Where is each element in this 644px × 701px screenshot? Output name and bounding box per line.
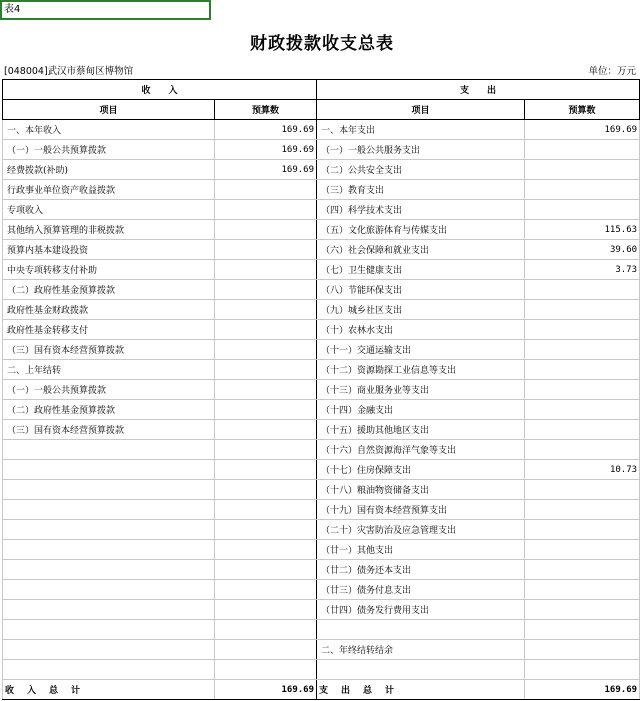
expense-item-cell: （一）一般公共服务支出 — [317, 140, 525, 160]
page-title: 财政拨款收支总表 — [250, 34, 394, 54]
income-budget-cell — [215, 180, 317, 200]
expense-item-cell: （八）节能环保支出 — [317, 280, 525, 300]
income-budget-cell — [215, 240, 317, 260]
expense-budget-cell — [525, 560, 640, 580]
expense-budget-cell — [525, 440, 640, 460]
expense-budget-cell — [525, 360, 640, 380]
income-budget-cell — [215, 640, 317, 660]
expense-item-cell: （十六）自然资源海洋气象等支出 — [317, 440, 525, 460]
income-item-cell: （三）国有资本经营预算拨款 — [3, 420, 215, 440]
income-item-cell — [3, 580, 215, 600]
expense-budget-cell — [525, 320, 640, 340]
section-header-row — [3, 80, 640, 100]
income-item-cell: 行政事业单位资产收益拨款 — [3, 180, 215, 200]
income-item-cell — [3, 660, 215, 680]
income-item-cell — [3, 520, 215, 540]
expense-item-cell: 一、本年支出 — [317, 120, 525, 140]
income-item-cell: （一）一般公共预算拨款 — [3, 140, 215, 160]
income-budget-cell — [215, 560, 317, 580]
expense-item-cell: （二十）灾害防治及应急管理支出 — [317, 520, 525, 540]
income-budget-cell — [215, 320, 317, 340]
expense-budget-cell — [525, 500, 640, 520]
income-budget-cell — [215, 200, 317, 220]
income-budget-cell — [215, 260, 317, 280]
income-budget-cell: 169.69 — [215, 120, 317, 140]
table-row — [3, 360, 640, 380]
table-row — [3, 420, 640, 440]
table-row — [3, 580, 640, 600]
income-budget-cell — [215, 660, 317, 680]
table-row — [3, 200, 640, 220]
expense-item-cell: （廿一）其他支出 — [317, 540, 525, 560]
income-budget-cell — [215, 360, 317, 380]
table-row — [3, 220, 640, 240]
expense-total-value: 169.69 — [525, 680, 640, 700]
expense-total-label: 支 出 总 计 — [317, 680, 525, 700]
expense-item-header: 项目 — [317, 100, 525, 120]
table-row — [3, 540, 640, 560]
income-item-header: 项目 — [3, 100, 215, 120]
expense-section-header: 支 出 — [317, 80, 640, 100]
table-row — [3, 240, 640, 260]
expense-budget-cell — [525, 480, 640, 500]
expense-budget-cell: 3.73 — [525, 260, 640, 280]
table-row — [3, 660, 640, 680]
expense-item-cell: 二、年终结转结余 — [317, 640, 525, 660]
income-item-cell — [3, 540, 215, 560]
income-budget-cell — [215, 400, 317, 420]
expense-budget-cell — [525, 420, 640, 440]
organization-label: [048004]武汉市蔡甸区博物馆 — [4, 66, 134, 77]
income-item-cell: （一）一般公共预算拨款 — [3, 380, 215, 400]
table-row — [3, 120, 640, 140]
income-budget-cell — [215, 280, 317, 300]
expense-item-cell: （十三）商业服务业等支出 — [317, 380, 525, 400]
expense-budget-cell — [525, 520, 640, 540]
expense-budget-cell — [525, 180, 640, 200]
income-item-cell — [3, 500, 215, 520]
expense-budget-cell — [525, 200, 640, 220]
table-row — [3, 460, 640, 480]
income-item-cell: （三）国有资本经营预算拨款 — [3, 340, 215, 360]
income-item-cell — [3, 440, 215, 460]
table-row — [3, 400, 640, 420]
income-budget-cell — [215, 480, 317, 500]
income-item-cell: 一、本年收入 — [3, 120, 215, 140]
expense-item-cell: （廿四）债务发行费用支出 — [317, 600, 525, 620]
income-budget-cell — [215, 460, 317, 480]
income-item-cell: （二）政府性基金预算拨款 — [3, 280, 215, 300]
table-row — [3, 300, 640, 320]
income-total-label: 收 入 总 计 — [3, 680, 215, 700]
expense-item-cell — [317, 660, 525, 680]
expense-budget-cell — [525, 620, 640, 640]
expense-item-cell — [317, 620, 525, 640]
expense-item-cell: （十八）粮油物资储备支出 — [317, 480, 525, 500]
table-row — [3, 320, 640, 340]
income-budget-cell: 169.69 — [215, 160, 317, 180]
table-row — [3, 560, 640, 580]
expense-item-cell: （廿二）债务还本支出 — [317, 560, 525, 580]
expense-item-cell: （二）公共安全支出 — [317, 160, 525, 180]
table-row — [3, 280, 640, 300]
income-budget-cell — [215, 500, 317, 520]
expense-item-cell: （九）城乡社区支出 — [317, 300, 525, 320]
expense-budget-cell — [525, 160, 640, 180]
income-budget-cell — [215, 340, 317, 360]
expense-budget-cell — [525, 380, 640, 400]
income-budget-cell — [215, 580, 317, 600]
expense-budget-cell — [525, 400, 640, 420]
expense-budget-header: 预算数 — [525, 100, 640, 120]
expense-budget-cell: 39.60 — [525, 240, 640, 260]
expense-item-cell: （四）科学技术支出 — [317, 200, 525, 220]
expense-item-cell: （十二）资源勘探工业信息等支出 — [317, 360, 525, 380]
expense-budget-cell: 10.73 — [525, 460, 640, 480]
income-budget-cell — [215, 620, 317, 640]
income-total-value: 169.69 — [215, 680, 317, 700]
income-item-cell: 中央专项转移支付补助 — [3, 260, 215, 280]
income-item-cell — [3, 600, 215, 620]
income-budget-cell — [215, 440, 317, 460]
expense-item-cell: （五）文化旅游体育与传媒支出 — [317, 220, 525, 240]
income-item-cell: 政府性基金财政拨款 — [3, 300, 215, 320]
expense-budget-cell — [525, 640, 640, 660]
unit-label: 单位：万元 — [588, 66, 636, 77]
table-row — [3, 480, 640, 500]
table-row — [3, 640, 640, 660]
expense-budget-cell — [525, 340, 640, 360]
expense-budget-cell: 115.63 — [525, 220, 640, 240]
column-header-row — [3, 100, 640, 120]
table-row — [3, 520, 640, 540]
expense-budget-cell — [525, 660, 640, 680]
expense-item-cell: （十）农林水支出 — [317, 320, 525, 340]
table-row — [3, 380, 640, 400]
income-item-cell — [3, 480, 215, 500]
income-item-cell: 预算内基本建设投资 — [3, 240, 215, 260]
income-item-cell — [3, 640, 215, 660]
income-budget-header: 预算数 — [215, 100, 317, 120]
income-budget-cell: 169.69 — [215, 140, 317, 160]
expense-item-cell: （七）卫生健康支出 — [317, 260, 525, 280]
expense-item-cell: （十七）住房保障支出 — [317, 460, 525, 480]
income-item-cell: 二、上年结转 — [3, 360, 215, 380]
income-item-cell: 经费拨款(补助) — [3, 160, 215, 180]
expense-budget-cell — [525, 300, 640, 320]
table-row — [3, 180, 640, 200]
table-row — [3, 440, 640, 460]
income-item-cell — [3, 460, 215, 480]
income-section-header: 收 入 — [3, 80, 317, 100]
income-item-cell: 专项收入 — [3, 200, 215, 220]
table-row — [3, 160, 640, 180]
income-item-cell — [3, 560, 215, 580]
income-item-cell: 政府性基金转移支付 — [3, 320, 215, 340]
expense-item-cell: （十五）援助其他地区支出 — [317, 420, 525, 440]
income-item-cell: 其他纳入预算管理的非税拨款 — [3, 220, 215, 240]
budget-table — [2, 79, 640, 700]
expense-budget-cell — [525, 580, 640, 600]
income-budget-cell — [215, 540, 317, 560]
income-budget-cell — [215, 520, 317, 540]
income-item-cell: （二）政府性基金预算拨款 — [3, 400, 215, 420]
table-row — [3, 500, 640, 520]
table-row — [3, 140, 640, 160]
income-budget-cell — [215, 300, 317, 320]
expense-item-cell: （六）社会保障和就业支出 — [317, 240, 525, 260]
table-row — [3, 620, 640, 640]
expense-item-cell: （廿三）债务付息支出 — [317, 580, 525, 600]
expense-budget-cell — [525, 280, 640, 300]
expense-item-cell: （三）教育支出 — [317, 180, 525, 200]
total-row — [3, 680, 640, 700]
income-budget-cell — [215, 420, 317, 440]
income-budget-cell — [215, 220, 317, 240]
income-budget-cell — [215, 380, 317, 400]
sheet-tag-cell[interactable]: 表4 — [0, 0, 211, 20]
income-budget-cell — [215, 600, 317, 620]
income-item-cell — [3, 620, 215, 640]
table-row — [3, 260, 640, 280]
expense-budget-cell — [525, 140, 640, 160]
expense-item-cell: （十九）国有资本经营预算支出 — [317, 500, 525, 520]
expense-item-cell: （十一）交通运输支出 — [317, 340, 525, 360]
expense-budget-cell — [525, 540, 640, 560]
table-row — [3, 600, 640, 620]
expense-budget-cell — [525, 600, 640, 620]
table-row — [3, 340, 640, 360]
expense-item-cell: （十四）金融支出 — [317, 400, 525, 420]
expense-budget-cell: 169.69 — [525, 120, 640, 140]
